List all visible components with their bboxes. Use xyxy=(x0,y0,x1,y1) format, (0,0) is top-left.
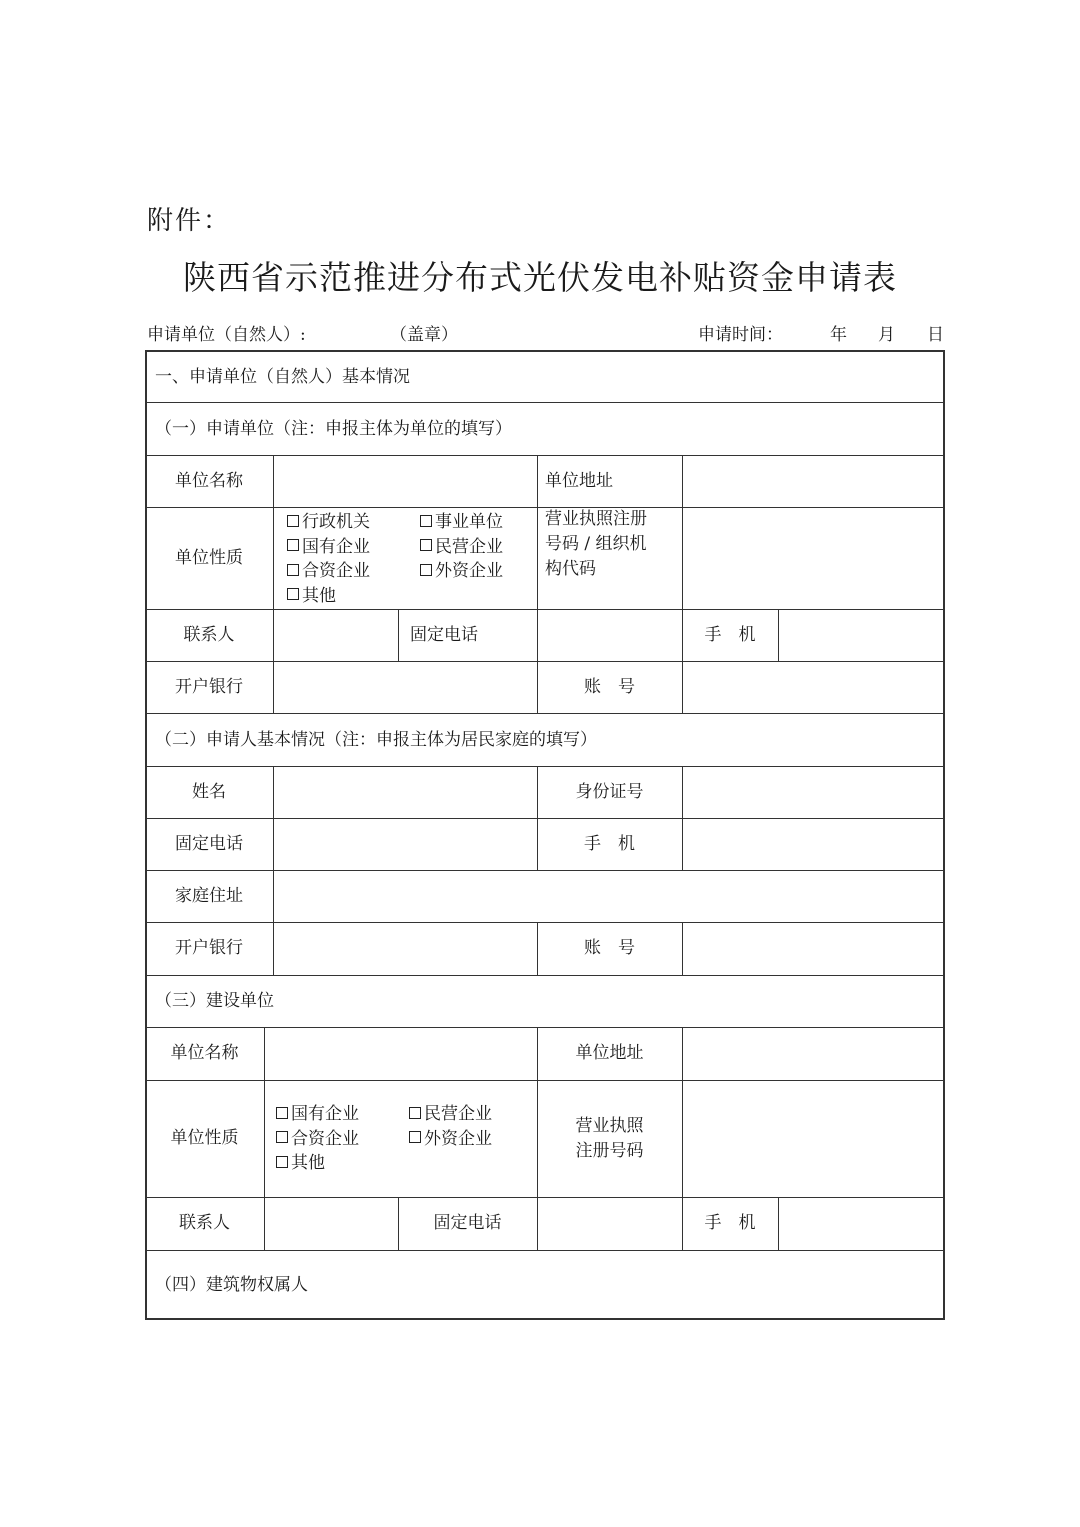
builder-address-field[interactable] xyxy=(683,1028,944,1079)
person-home-label: 家庭住址 xyxy=(175,885,243,906)
builder-nature-label: 单位性质 xyxy=(170,1128,239,1148)
checkbox-icon xyxy=(409,1131,421,1143)
checkbox-icon xyxy=(420,539,432,551)
unit-bank-label: 开户银行 xyxy=(175,676,243,697)
unit-bank-field[interactable] xyxy=(274,662,536,712)
checkbox-option[interactable]: 其他 xyxy=(287,584,336,609)
unit-address-field[interactable] xyxy=(683,456,944,506)
builder-license-label: 营业执照 注册号码 xyxy=(575,1115,644,1161)
date-month: 月 xyxy=(878,325,895,345)
unit-license-label: 营业执照注册 号码 / 组织机 构代码 xyxy=(545,509,647,579)
builder-address-label: 单位地址 xyxy=(575,1043,644,1063)
person-mobile-field[interactable] xyxy=(683,819,944,869)
person-phone-field[interactable] xyxy=(274,819,536,869)
checkbox-icon xyxy=(287,539,299,551)
person-name-label: 姓名 xyxy=(192,781,226,802)
form-title: 陕西省示范推进分布式光伏发电补贴资金申请表 xyxy=(183,258,897,297)
builder-phone-label: 固定电话 xyxy=(433,1213,502,1233)
unit-nature-label: 单位性质 xyxy=(175,547,243,568)
unit-name-label: 单位名称 xyxy=(175,470,243,491)
person-id-label: 身份证号 xyxy=(575,781,644,802)
person-mobile-label: 手 机 xyxy=(584,833,635,854)
unit-account-label: 账 号 xyxy=(584,676,635,697)
section-builder: （三）建设单位 xyxy=(155,991,274,1011)
checkbox-option[interactable]: 行政机关 xyxy=(287,510,370,535)
checkbox-icon xyxy=(276,1107,288,1119)
unit-name-field[interactable] xyxy=(274,456,536,506)
checkbox-icon xyxy=(276,1131,288,1143)
builder-mobile-field[interactable] xyxy=(779,1198,944,1249)
checkbox-option[interactable]: 其他 xyxy=(276,1151,325,1176)
builder-phone-field[interactable] xyxy=(538,1198,681,1249)
person-id-field[interactable] xyxy=(683,767,944,817)
checkbox-icon xyxy=(276,1156,288,1168)
checkbox-icon xyxy=(287,564,299,576)
unit-account-field[interactable] xyxy=(683,662,944,712)
unit-phone-field[interactable] xyxy=(538,610,681,660)
date-label: 申请时间： xyxy=(698,325,783,345)
builder-name-label: 单位名称 xyxy=(170,1043,239,1063)
unit-contact-field[interactable] xyxy=(274,610,397,660)
date-day: 日 xyxy=(927,325,944,345)
builder-name-field[interactable] xyxy=(265,1028,536,1079)
checkbox-icon xyxy=(287,515,299,527)
builder-contact-label: 联系人 xyxy=(179,1213,230,1233)
person-account-field[interactable] xyxy=(683,923,944,974)
annex-label: 附件： xyxy=(147,206,232,236)
person-home-field[interactable] xyxy=(274,871,944,921)
checkbox-option[interactable]: 国有企业 xyxy=(276,1102,359,1127)
checkbox-option[interactable]: 民营企业 xyxy=(409,1102,492,1127)
builder-mobile-label: 手 机 xyxy=(704,1213,756,1233)
checkbox-icon xyxy=(420,515,432,527)
checkbox-option[interactable]: 合资企业 xyxy=(287,559,370,584)
person-bank-label: 开户银行 xyxy=(175,938,243,958)
checkbox-icon xyxy=(409,1107,421,1119)
person-name-field[interactable] xyxy=(274,767,536,817)
section-applicant-unit: （一）申请单位（注：申报主体为单位的填写） xyxy=(155,418,512,439)
person-bank-field[interactable] xyxy=(274,923,536,974)
checkbox-option[interactable]: 国有企业 xyxy=(287,535,370,560)
builder-contact-field[interactable] xyxy=(265,1198,397,1249)
person-account-label: 账 号 xyxy=(584,938,635,958)
checkbox-option[interactable]: 合资企业 xyxy=(276,1127,359,1152)
unit-phone-label: 固定电话 xyxy=(410,624,478,645)
person-phone-label: 固定电话 xyxy=(175,833,243,854)
section-building-owner: （四）建筑物权属人 xyxy=(155,1275,308,1295)
checkbox-option[interactable]: 民营企业 xyxy=(420,535,503,560)
unit-contact-label: 联系人 xyxy=(183,624,235,645)
unit-mobile-field[interactable] xyxy=(779,610,944,660)
checkbox-option[interactable]: 事业单位 xyxy=(420,510,503,535)
applicant-label: 申请单位（自然人）: xyxy=(147,325,306,345)
builder-license-field[interactable] xyxy=(683,1081,944,1196)
date-year: 年 xyxy=(830,325,847,345)
seal-label: （盖章） xyxy=(390,325,458,345)
section-basic-info: 一、申请单位（自然人）基本情况 xyxy=(155,366,410,387)
checkbox-option[interactable]: 外资企业 xyxy=(420,559,503,584)
unit-mobile-label: 手 机 xyxy=(704,624,756,645)
checkbox-icon xyxy=(287,588,299,600)
unit-license-field[interactable] xyxy=(683,508,944,608)
section-applicant-person: （二）申请人基本情况（注：申报主体为居民家庭的填写） xyxy=(155,729,597,750)
unit-address-label: 单位地址 xyxy=(545,470,613,491)
checkbox-icon xyxy=(420,564,432,576)
checkbox-option[interactable]: 外资企业 xyxy=(409,1127,492,1152)
